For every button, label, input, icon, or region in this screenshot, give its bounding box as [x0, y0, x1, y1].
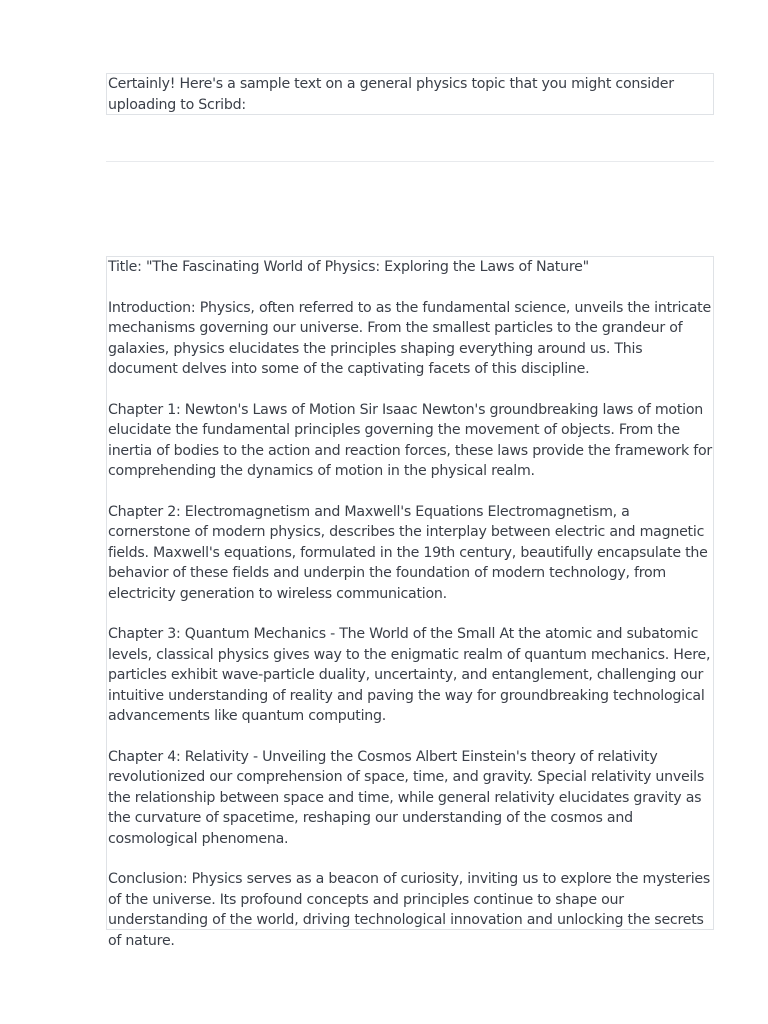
chapter-2-paragraph: Chapter 2: Electromagnetism and Maxwell's Equations Electromagnetism, a cornerstone of modern physics, describes the interplay between electric and magnetic fields. Maxwell's equations, formulated in the 19th century, beautifully encapsulate the behavior of these fields and underpin the foundation of modern technology, from electricity generation to wireless communication.: [108, 503, 708, 602]
document-text-box: [106, 256, 714, 949]
document-title: Title: "The Fascinating World of Physics: Exploring the Laws of Nature": [108, 259, 589, 275]
conclusion-paragraph: Conclusion: Physics serves as a beacon of curiosity, inviting us to explore the mysteries of the universe. Its profound concepts and principles continue to shape our understanding of the world, driving technological innovation and unlocking the secrets of nature.: [108, 871, 711, 949]
introduction-paragraph: Introduction: Physics, often referred to as the fundamental science, unveils the intricate mechanisms governing our universe. From the smallest particles to the grandeur of galaxies, physics elucidates the principles shaping everything around us. This document delves into some of the captivating facets of this discipline.: [108, 299, 711, 377]
chapter-4-paragraph: Chapter 4: Relativity - Unveiling the Cosmos Albert Einstein's theory of relativity revolutionized our comprehension of space, time, and gravity. Special relativity unveils the relationship between space and time, while general relativity elucidates gravity as the curvature of spacetime, reshaping our understanding of the cosmos and cosmological phenomena.: [108, 748, 704, 847]
intro-text-box: [106, 73, 714, 115]
intro-paragraph: Certainly! Here's a sample text on a general physics topic that you might consider uploading to Scribd:: [108, 76, 674, 113]
chapter-3-paragraph: Chapter 3: Quantum Mechanics - The World of the Small At the atomic and subatomic levels, classical physics gives way to the enigmatic realm of quantum mechanics. Here, particles exhibit wave-particle duality, uncertainty, and entanglement, challenging our intuitive understanding of reality and paving the way for groundbreaking technological advancements like quantum computing.: [108, 626, 711, 724]
chapter-1-paragraph: Chapter 1: Newton's Laws of Motion Sir Isaac Newton's groundbreaking laws of motion elucidate the fundamental principles governing the movement of objects. From the inertia of bodies to the action and reaction forces, these laws provide the framework for comprehending the dynamics of motion in the physical realm.: [108, 401, 712, 479]
section-divider: [106, 161, 714, 162]
